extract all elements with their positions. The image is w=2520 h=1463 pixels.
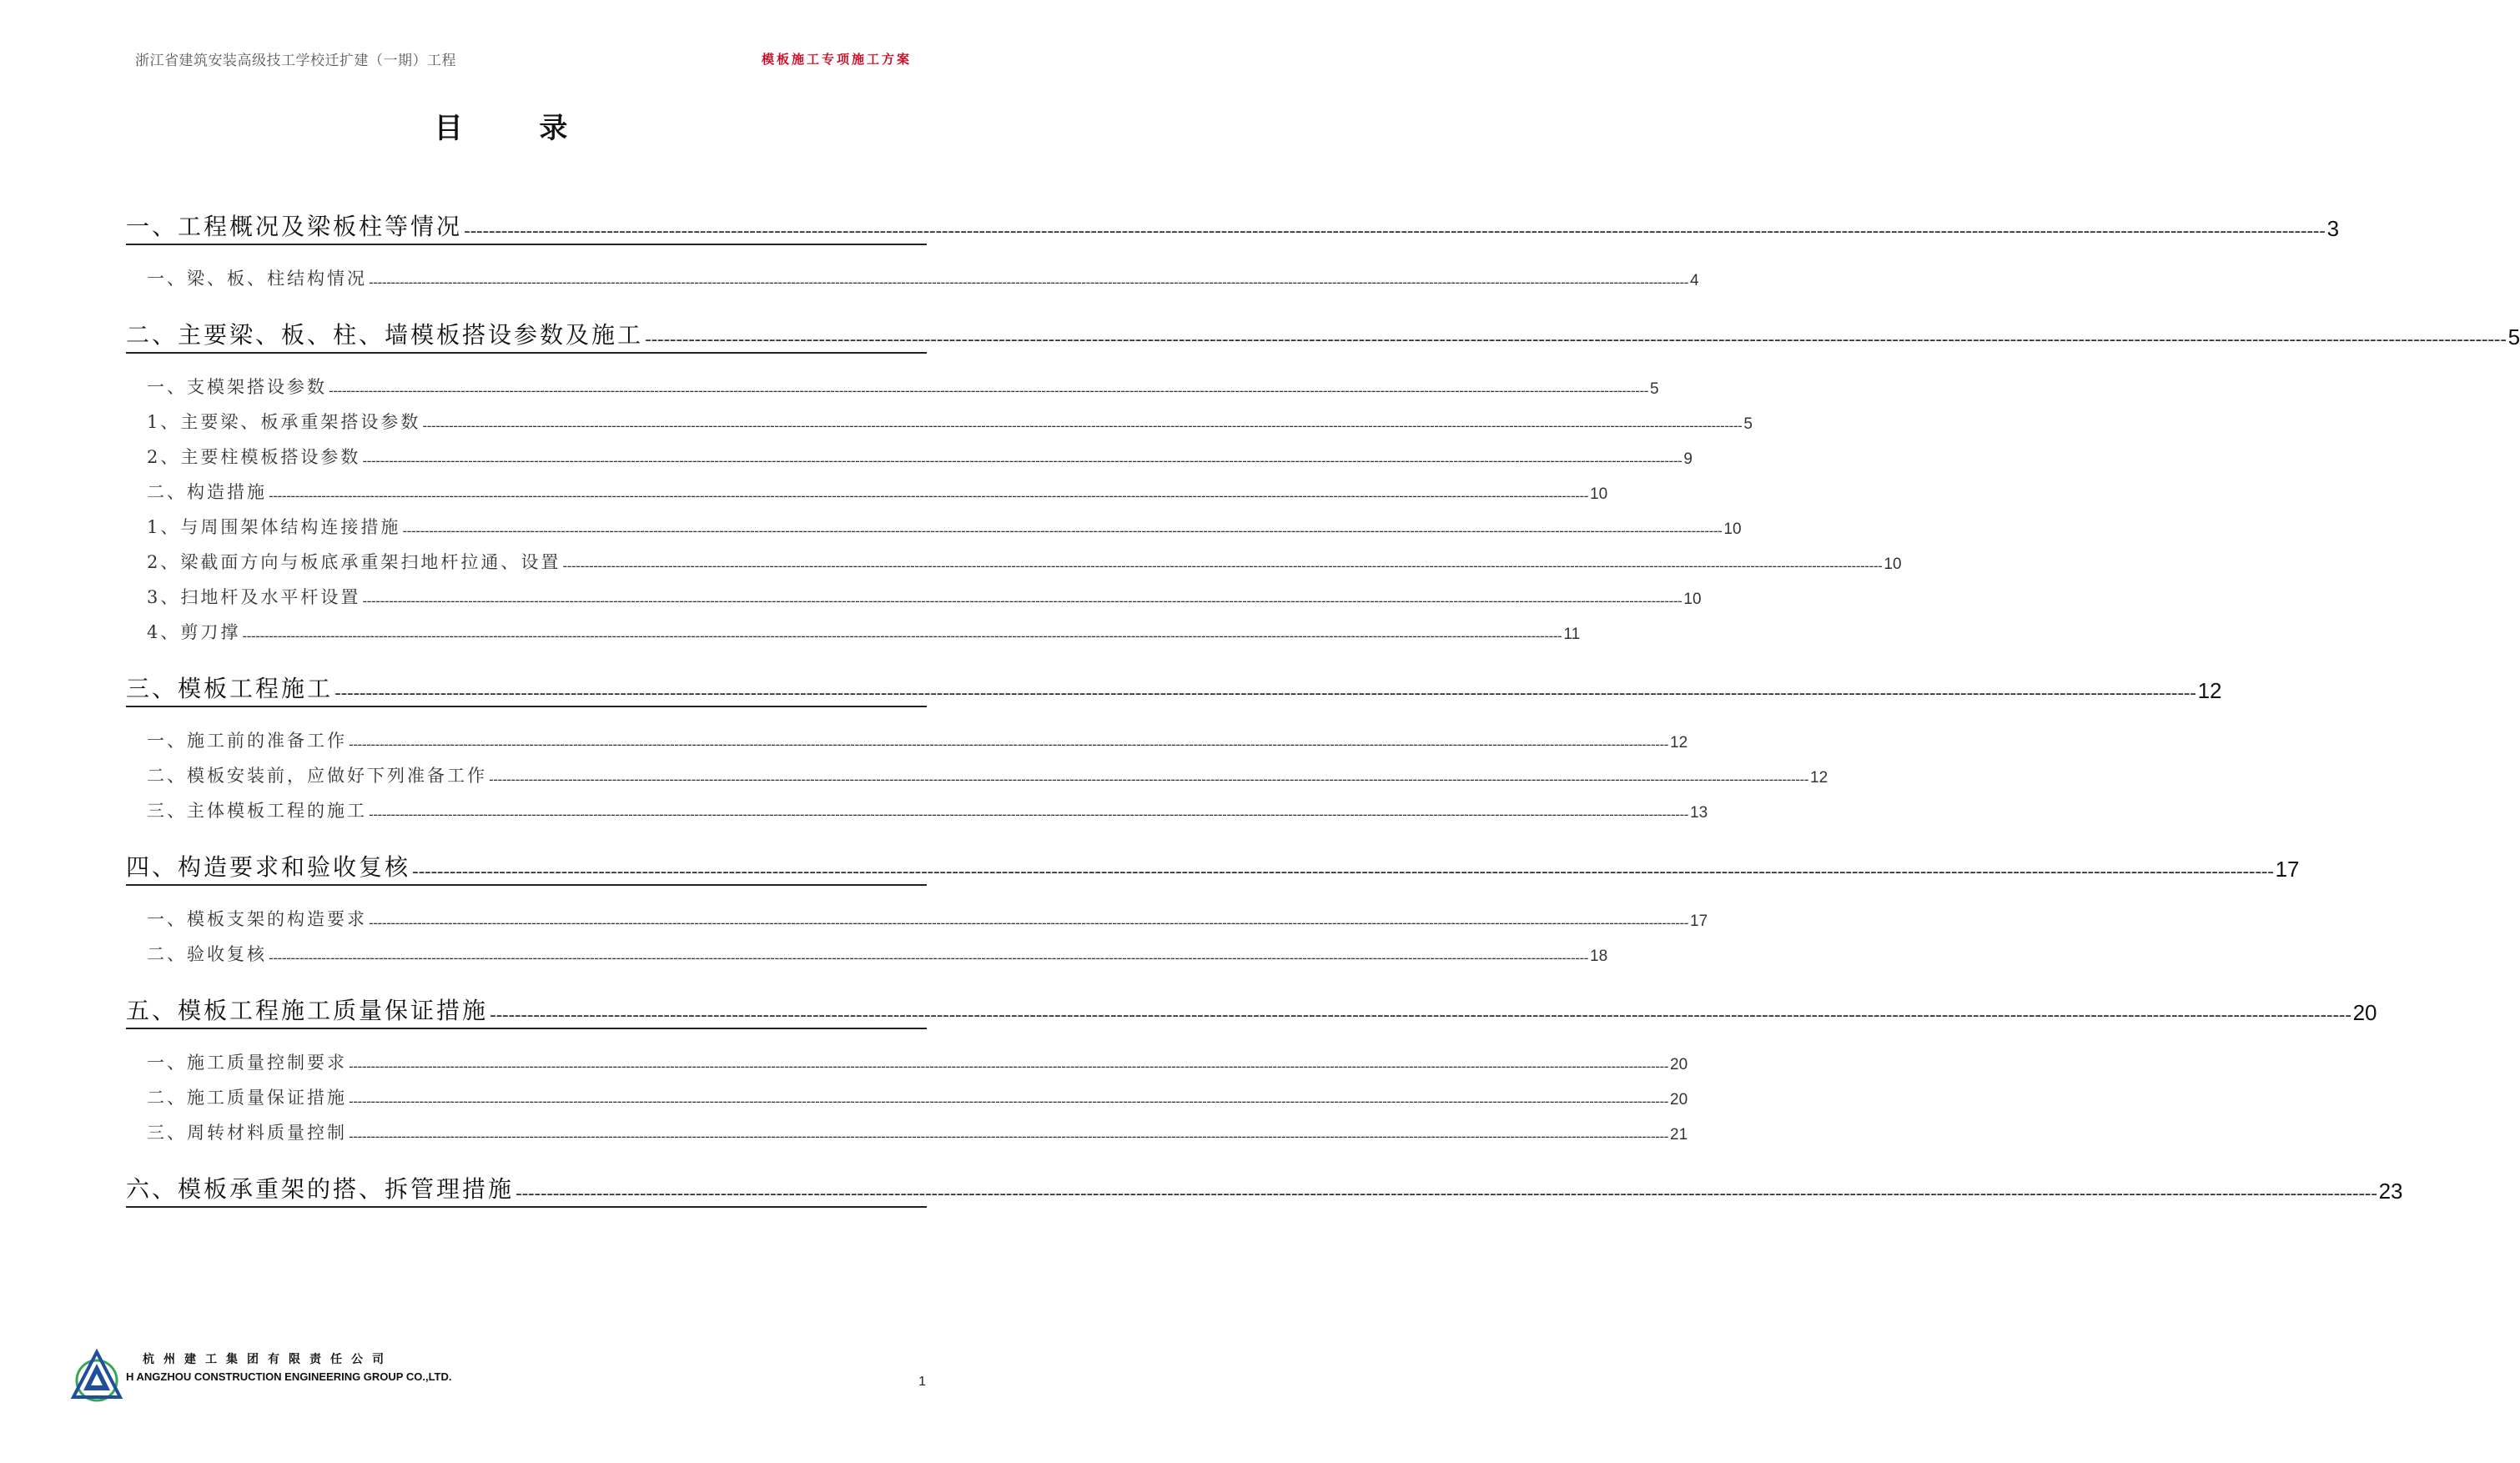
toc-chapter-entry[interactable] xyxy=(126,209,2340,245)
toc-section-entry[interactable] xyxy=(126,727,1688,752)
toc-entry-title: 一、梁、板、柱结构情况 xyxy=(147,269,367,289)
toc-entry-title: 二、构造措施 xyxy=(147,482,267,502)
toc-section-entry[interactable] xyxy=(126,797,1708,822)
toc-leader-dashes: ------------------------------------------------------------------------------------------------------------------------------------------------------------------------------------------------------------------------------------------------------------------------------------------------------------ xyxy=(645,329,2507,350)
toc-leader-dashes: ------------------------------------------------------------------------------------------------------------------------------------------------------------------------------------------------------------------------------------------------------------------------------------------------------------ xyxy=(490,1005,2351,1026)
toc-entry-page: 5 xyxy=(2507,324,2520,349)
toc-section-entry[interactable] xyxy=(126,549,1902,574)
toc-leader-dashes: ------------------------------------------------------------------------------------------------------------------------------------------------------------------------------------------------------------------------------------------------------------------------------------------------------------ xyxy=(412,862,2274,882)
toc-entry-title: 一、支模架搭设参数 xyxy=(147,377,327,397)
toc-chapter-entry[interactable] xyxy=(126,1171,2403,1208)
footer-company-cn: 杭州建工集团有限责任公司 xyxy=(143,1353,393,1366)
toc-entry-page: 10 xyxy=(1884,556,1902,573)
toc-leader-dashes: ------------------------------------------------------------------------------------------------------------------------------------------------------------------------------------------------------------------------------------------------------------------------------------------------------------ xyxy=(242,628,1562,644)
toc-chapter-entry[interactable] xyxy=(126,671,2222,707)
toc-leader-dashes: ------------------------------------------------------------------------------------------------------------------------------------------------------------------------------------------------------------------------------------------------------------------------------------------------------------ xyxy=(489,772,1809,787)
toc-entry-title: 一、施工前的准备工作 xyxy=(147,731,347,751)
toc-section-entry[interactable] xyxy=(126,906,1708,931)
toc-entry-page: 5 xyxy=(1650,380,1659,398)
toc-leader-dashes: ------------------------------------------------------------------------------------------------------------------------------------------------------------------------------------------------------------------------------------------------------------------------------------------------------------ xyxy=(369,807,1689,822)
toc-entry-title: 1、主要梁、板承重架搭设参数 xyxy=(147,412,421,432)
toc-entry-page: 12 xyxy=(2197,678,2222,703)
toc-entry-title: 五、模板工程施工质量保证措施 xyxy=(126,997,489,1024)
toc-leader-dashes: ------------------------------------------------------------------------------------------------------------------------------------------------------------------------------------------------------------------------------------------------------------------------------------------------------------ xyxy=(402,523,1723,539)
toc-entry-page: 20 xyxy=(2352,1000,2377,1025)
toc-chapter-entry[interactable] xyxy=(126,993,2377,1029)
toc-entry-page: 17 xyxy=(1690,912,1708,930)
toc-leader-dashes: ------------------------------------------------------------------------------------------------------------------------------------------------------------------------------------------------------------------------------------------------------------------------------------------------------------ xyxy=(464,221,2326,242)
toc-section-entry[interactable] xyxy=(126,444,1693,469)
toc-leader-dashes: ------------------------------------------------------------------------------------------------------------------------------------------------------------------------------------------------------------------------------------------------------------------------------------------------------------ xyxy=(422,418,1743,434)
toc-leader-dashes: ------------------------------------------------------------------------------------------------------------------------------------------------------------------------------------------------------------------------------------------------------------------------------------------------------------ xyxy=(349,1129,1669,1144)
toc-entry-title: 一、施工质量控制要求 xyxy=(147,1053,347,1073)
toc-entry-title: 四、构造要求和验收复核 xyxy=(126,853,411,881)
toc-leader-dashes: ------------------------------------------------------------------------------------------------------------------------------------------------------------------------------------------------------------------------------------------------------------------------------------------------------------ xyxy=(269,488,1589,504)
toc-entry-title: 三、周转材料质量控制 xyxy=(147,1123,347,1143)
footer-company-en: H ANGZHOU CONSTRUCTION ENGINEERING GROUP CO.,LTD. xyxy=(126,1370,452,1383)
toc-entry-title: 1、与周围架体结构连接措施 xyxy=(147,517,401,537)
toc-leader-dashes: ------------------------------------------------------------------------------------------------------------------------------------------------------------------------------------------------------------------------------------------------------------------------------------------------------------ xyxy=(562,558,1883,574)
toc-leader-dashes: ------------------------------------------------------------------------------------------------------------------------------------------------------------------------------------------------------------------------------------------------------------------------------------------------------------ xyxy=(362,453,1683,469)
header-document-type: 模板施工专项施工方案 xyxy=(761,52,912,67)
toc-entry-page: 3 xyxy=(2326,216,2340,241)
toc-entry-title: 4、剪刀撑 xyxy=(147,622,241,642)
toc-entry-page: 13 xyxy=(1690,804,1708,822)
toc-entry-page: 10 xyxy=(1723,520,1742,538)
header-project-name: 浙江省建筑安装高级技工学校迁扩建（一期）工程 xyxy=(135,53,456,69)
toc-entry-page: 20 xyxy=(1670,1091,1688,1109)
toc-leader-dashes: ------------------------------------------------------------------------------------------------------------------------------------------------------------------------------------------------------------------------------------------------------------------------------------------------------------ xyxy=(334,683,2196,704)
toc-entry-page: 5 xyxy=(1743,415,1753,433)
toc-section-entry[interactable] xyxy=(126,762,1828,787)
toc-leader-dashes: ------------------------------------------------------------------------------------------------------------------------------------------------------------------------------------------------------------------------------------------------------------------------------------------------------------ xyxy=(349,1058,1669,1074)
toc-chapter-entry[interactable] xyxy=(126,317,2520,354)
toc-leader-dashes: ------------------------------------------------------------------------------------------------------------------------------------------------------------------------------------------------------------------------------------------------------------------------------------------------------------ xyxy=(349,1093,1669,1109)
toc-entry-title: 二、施工质量保证措施 xyxy=(147,1088,347,1108)
toc-section-entry[interactable] xyxy=(126,409,1753,434)
toc-leader-dashes: ------------------------------------------------------------------------------------------------------------------------------------------------------------------------------------------------------------------------------------------------------------------------------------------------------------ xyxy=(269,950,1589,966)
toc-leader-dashes: ------------------------------------------------------------------------------------------------------------------------------------------------------------------------------------------------------------------------------------------------------------------------------------------------------------ xyxy=(362,593,1683,609)
toc-entry-title: 二、主要梁、板、柱、墙模板搭设参数及施工 xyxy=(126,321,644,349)
toc-entry-page: 17 xyxy=(2275,857,2300,882)
toc-entry-page: 9 xyxy=(1683,450,1693,468)
toc-section-entry[interactable] xyxy=(126,619,1581,644)
toc-entry-page: 12 xyxy=(1810,769,1828,787)
toc-entry-title: 三、主体模板工程的施工 xyxy=(147,801,367,821)
toc-entry-title: 二、验收复核 xyxy=(147,944,267,964)
company-logo-icon xyxy=(68,1350,125,1402)
toc-entry-page: 11 xyxy=(1563,626,1581,643)
toc-entry-page: 4 xyxy=(1690,272,1699,289)
toc-entry-title: 二、模板安装前，应做好下列准备工作 xyxy=(147,766,487,786)
toc-leader-dashes: ------------------------------------------------------------------------------------------------------------------------------------------------------------------------------------------------------------------------------------------------------------------------------------------------------------ xyxy=(369,274,1689,290)
toc-entry-title: 2、梁截面方向与板底承重架扫地杆拉通、设置 xyxy=(147,552,561,572)
toc-section-entry[interactable] xyxy=(126,941,1608,966)
toc-entry-title: 一、模板支架的构造要求 xyxy=(147,909,367,929)
toc-entry-title: 3、扫地杆及水平杆设置 xyxy=(147,587,361,607)
toc-entry-page: 10 xyxy=(1683,591,1702,608)
toc-entry-title: 2、主要柱模板搭设参数 xyxy=(147,447,361,467)
page-number: 1 xyxy=(918,1375,926,1389)
toc-section-entry[interactable] xyxy=(126,584,1702,609)
toc-section-entry[interactable] xyxy=(126,1084,1688,1109)
toc-entry-title: 一、工程概况及梁板柱等情况 xyxy=(126,213,463,240)
page-title: 目 录 xyxy=(434,112,601,145)
toc-section-entry[interactable] xyxy=(126,514,1742,539)
toc-entry-page: 12 xyxy=(1670,734,1688,752)
toc-section-entry[interactable] xyxy=(126,374,1659,399)
toc-chapter-entry[interactable] xyxy=(126,849,2300,886)
toc-section-entry[interactable] xyxy=(126,1049,1688,1074)
toc-entry-page: 20 xyxy=(1670,1056,1688,1073)
toc-entry-page: 23 xyxy=(2378,1179,2403,1204)
toc-entry-page: 10 xyxy=(1590,485,1608,503)
toc-entry-page: 21 xyxy=(1670,1126,1688,1144)
toc-entry-page: 18 xyxy=(1590,948,1608,965)
toc-section-entry[interactable] xyxy=(126,265,1699,290)
toc-leader-dashes: ------------------------------------------------------------------------------------------------------------------------------------------------------------------------------------------------------------------------------------------------------------------------------------------------------------ xyxy=(329,383,1649,399)
toc-leader-dashes: ------------------------------------------------------------------------------------------------------------------------------------------------------------------------------------------------------------------------------------------------------------------------------------------------------------ xyxy=(369,915,1689,931)
toc-leader-dashes: ------------------------------------------------------------------------------------------------------------------------------------------------------------------------------------------------------------------------------------------------------------------------------------------------------------ xyxy=(516,1184,2377,1204)
toc-section-entry[interactable] xyxy=(126,479,1608,504)
toc-entry-title: 三、模板工程施工 xyxy=(126,675,334,702)
toc-entry-title: 六、模板承重架的搭、拆管理措施 xyxy=(126,1175,515,1203)
toc-section-entry[interactable] xyxy=(126,1119,1688,1144)
toc-leader-dashes: ------------------------------------------------------------------------------------------------------------------------------------------------------------------------------------------------------------------------------------------------------------------------------------------------------------ xyxy=(349,737,1669,752)
